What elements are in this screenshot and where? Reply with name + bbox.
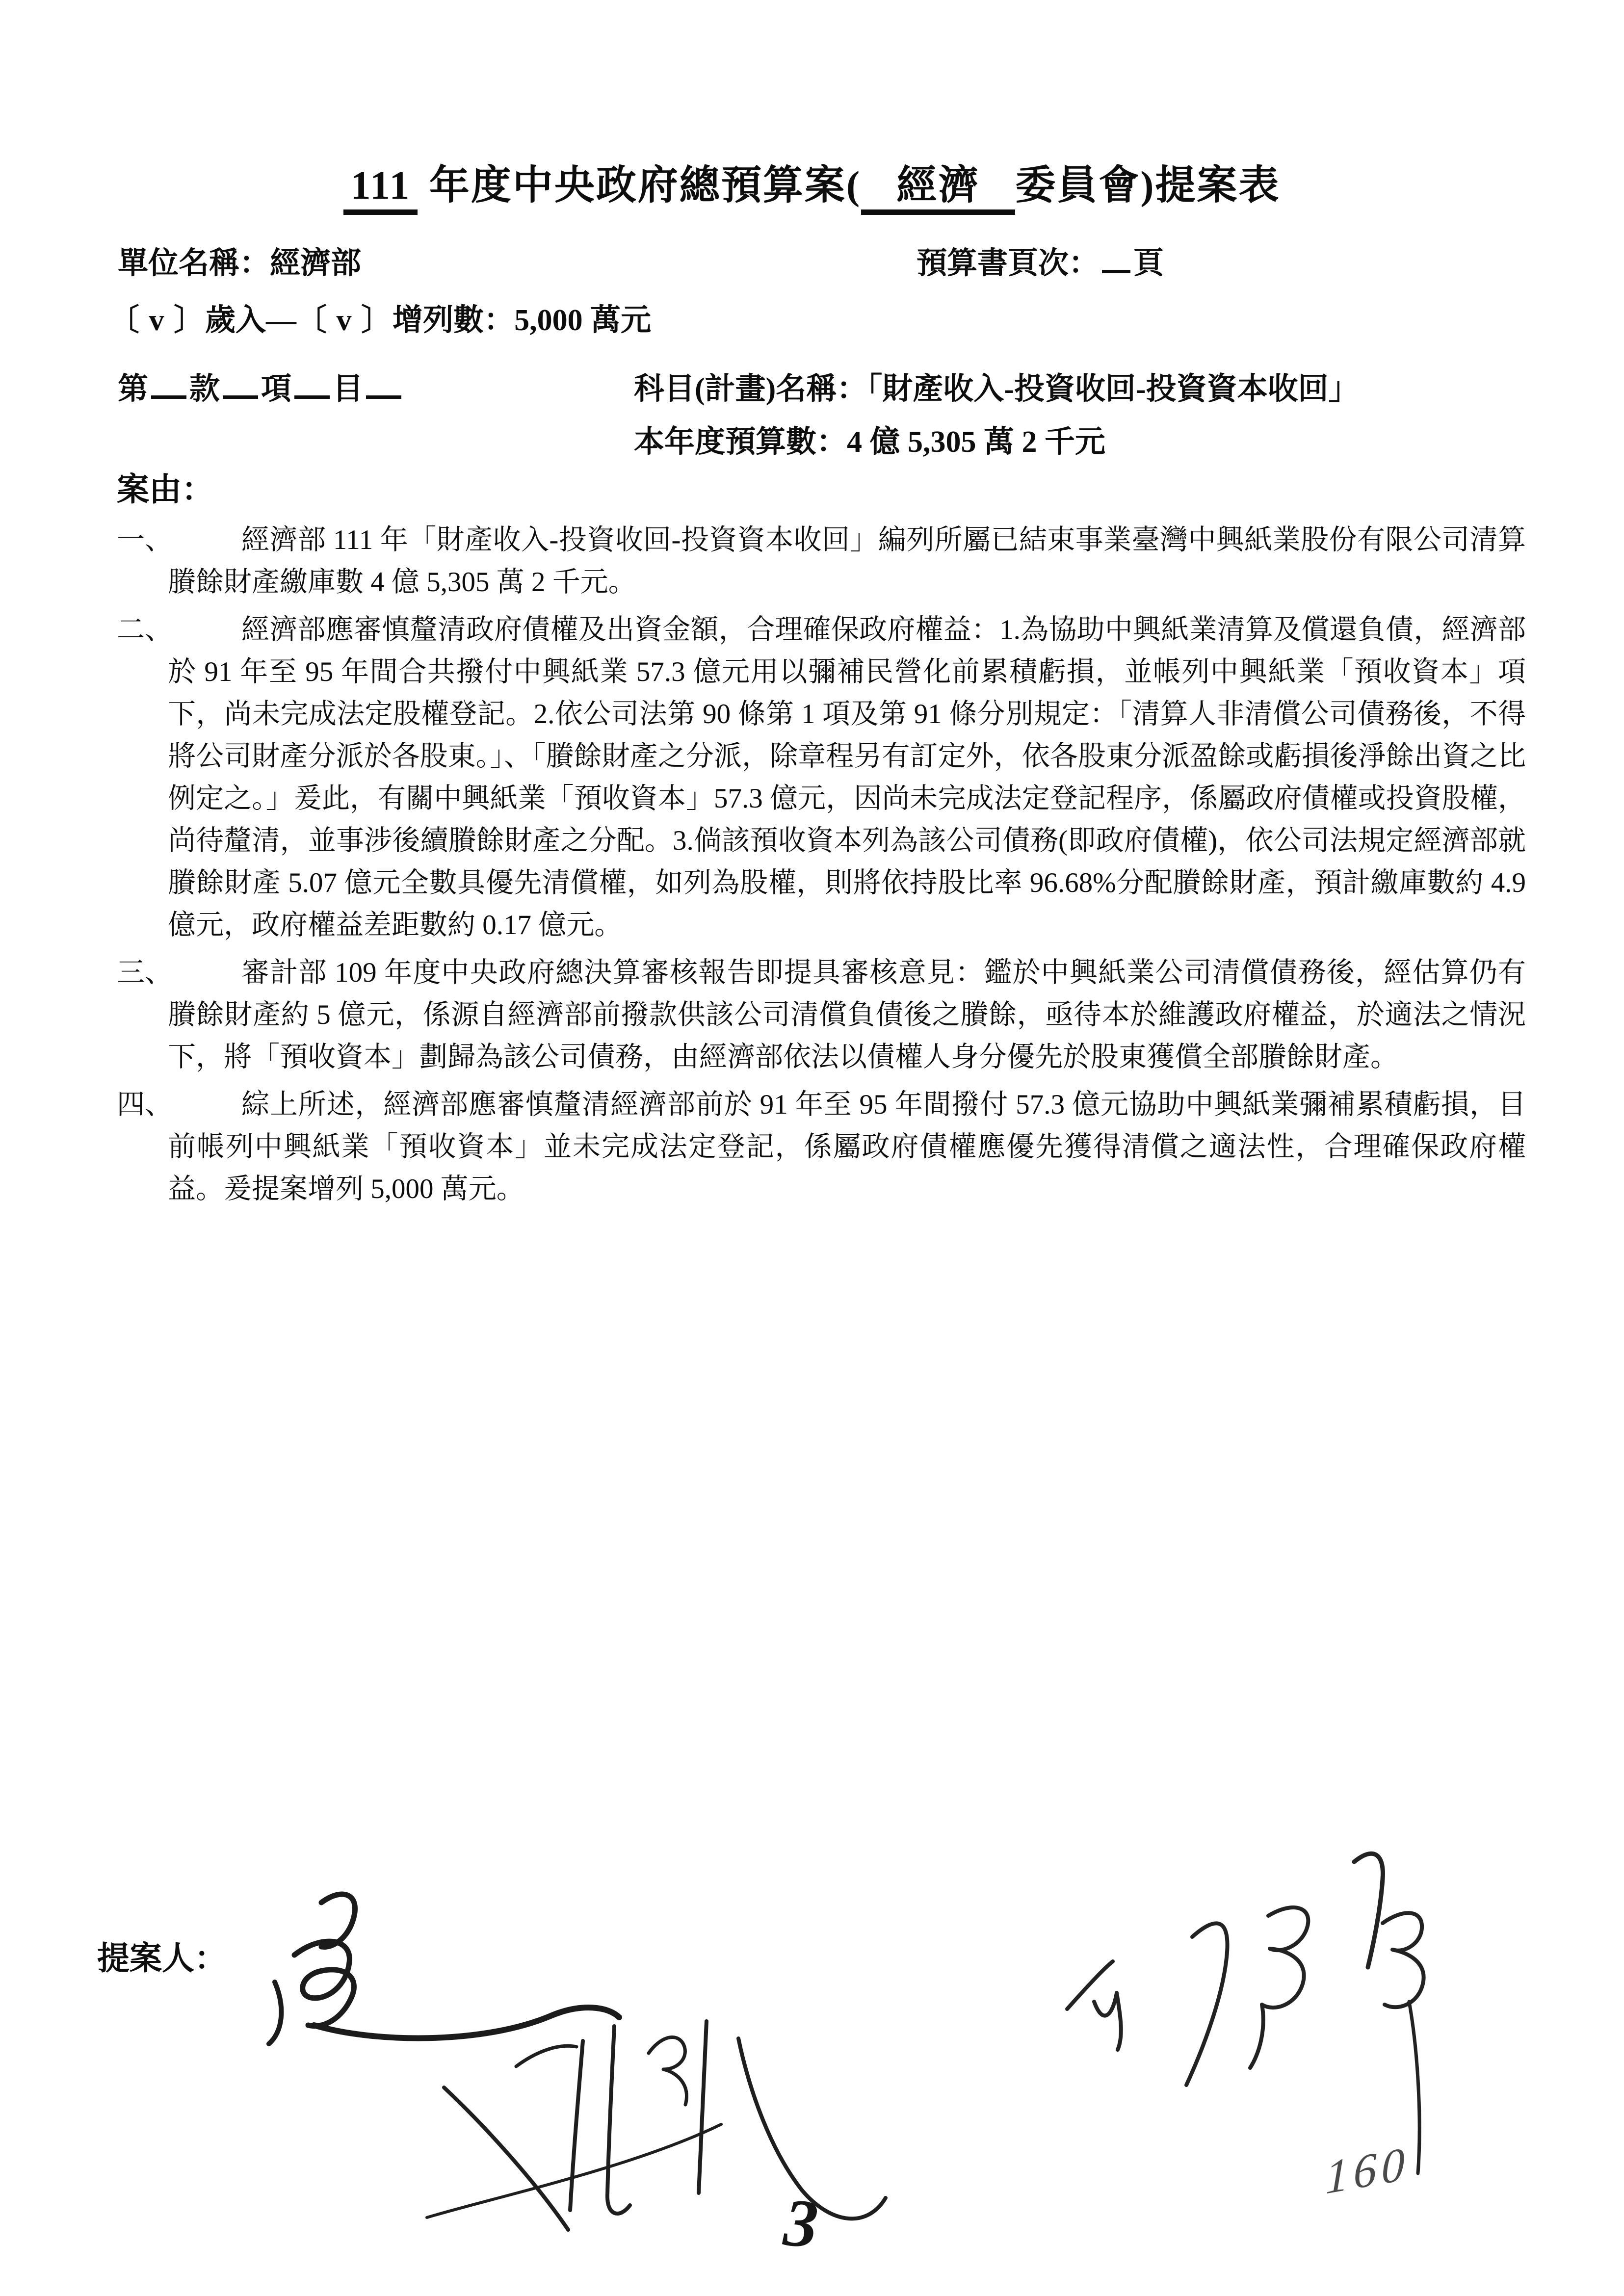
budget-amount-value: 4 億 5,305 萬 2 千元 xyxy=(847,425,1106,459)
corner-note: 160 xyxy=(1325,2136,1410,2204)
budget-page-blank xyxy=(1102,242,1130,273)
budget-page-suffix: 頁 xyxy=(1133,247,1164,280)
mu-blank xyxy=(294,368,330,399)
case-item-3 xyxy=(117,952,1526,1078)
unit-name-row xyxy=(118,238,361,282)
dash: — xyxy=(266,304,297,337)
case-item-4-text: 綜上所述，經濟部應審慎釐清經濟部前於 91 年至 95 年間撥付 57.3 億元協助中興紙業彌補累積虧損，目前帳列中興紙業「預收資本」並未完成法定登記，係屬政府債權應優先獲得清償之適法性，合理確保政府權益。爰提案增列 5,000 萬元。 xyxy=(168,1089,1526,1204)
item-number-row xyxy=(118,364,404,408)
budget-page-label: 預算書頁次： xyxy=(917,247,1100,280)
unit-name-value: 經濟部 xyxy=(270,247,362,280)
subject-row xyxy=(634,364,1359,408)
title-year-underlined: 111 xyxy=(343,163,418,215)
case-item-3-marker: 三、 xyxy=(117,957,173,988)
case-item-2 xyxy=(117,609,1526,946)
title-committee-underlined: 經濟 xyxy=(861,163,1015,215)
case-item-2-marker: 二、 xyxy=(117,614,173,645)
case-heading: 案由： xyxy=(117,472,214,508)
case-item-3-text: 審計部 109 年度中央政府總決算審核報告即提具審核意見：鑑於中興紙業公司清償債務後，經估算仍有賸餘財產約 5 億元，係源自經濟部前撥款供該公司清償負債後之賸餘，亟待本於維護政府權益，於適法之情況下，將「預收資本」劃歸為該公司債務，由經濟部依法以債權人身分優先於股東獲償全部賸餘財產。 xyxy=(168,957,1526,1072)
case-item-1 xyxy=(117,519,1526,603)
unit-name-label: 單位名稱： xyxy=(118,247,270,280)
title-tail: 委員會)提案表 xyxy=(1015,163,1281,208)
proposer-label: 提案人： xyxy=(97,1941,227,1977)
revenue-increase-row xyxy=(109,295,651,339)
kuan-blank xyxy=(151,368,186,399)
case-item-1-marker: 一、 xyxy=(117,524,173,555)
case-item-4 xyxy=(117,1084,1526,1210)
revenue-label: 歲入 xyxy=(205,304,266,337)
case-items xyxy=(117,519,1526,1216)
subject-label: 科目(計畫)名稱： xyxy=(634,372,867,406)
case-item-4-marker: 四、 xyxy=(117,1089,173,1120)
budget-amount-row xyxy=(634,417,1105,461)
field-xiang: 款 xyxy=(189,372,220,406)
revenue-checkbox: 〔 v 〕 xyxy=(109,304,206,337)
field-mu: 項 xyxy=(261,372,292,406)
xiang-blank xyxy=(223,368,258,399)
field-kuan: 第 xyxy=(118,372,149,406)
field-mu2: 目 xyxy=(333,372,364,406)
mu2-blank xyxy=(366,368,401,399)
increase-checkbox: 〔 v 〕 xyxy=(296,304,393,337)
subject-value: 「財產收入-投資收回-投資資本收回」 xyxy=(867,372,1359,406)
case-item-2-text: 經濟部應審慎釐清政府債權及出資金額，合理確保政府權益：1.為協助中興紙業清算及償還負債，經濟部於 91 年至 95 年間合共撥付中興紙業 57.3 億元用以彌補民營化前累積虧損，並帳列中興紙業「預收資本」項下，尚未完成法定股權登記。2.依公司法第 90 條第 1 項及第 91 條分別規定：「清算人非清償公司債務後，不得將公司財產分派於各股東。」、「賸餘財產之分派，除章程另有訂定外，依各股東分派盈餘或虧損後淨餘出資之比例定之。」爰此，有關中興紙業「預收資本」57.3 億元，因尚未完成法定登記程序，係屬政府債權或投資股權，尚待釐清，並事涉後續賸餘財產之分配。3.倘該預收資本列為該公司債務(即政府債權)，依公司法規定經濟部就賸餘財產 5.07 億元全數具優先清償權，如列為股權，則將依持股比率 96.68%分配賸餘財產，預計繳庫數約 4.9 億元，政府權益差距數約 0.17 億元。 xyxy=(168,614,1526,940)
case-item-1-text: 經濟部 111 年「財產收入-投資收回-投資資本收回」編列所屬已結束事業臺灣中興紙業股份有限公司清算賸餘財產繳庫數 4 億 5,305 萬 2 千元。 xyxy=(168,524,1526,598)
document-title xyxy=(0,153,1624,210)
title-mid: 年度中央政府總預算案( xyxy=(418,163,862,208)
signature-2 xyxy=(1067,1853,1424,2173)
increase-value: 5,000 萬元 xyxy=(514,304,652,337)
increase-label: 增列數： xyxy=(393,304,515,337)
signature-1 xyxy=(269,1894,619,2044)
budget-page-row xyxy=(917,238,1164,282)
handwritten-page-number: 3 xyxy=(781,2184,821,2262)
budget-amount-label: 本年度預算數： xyxy=(634,425,847,459)
